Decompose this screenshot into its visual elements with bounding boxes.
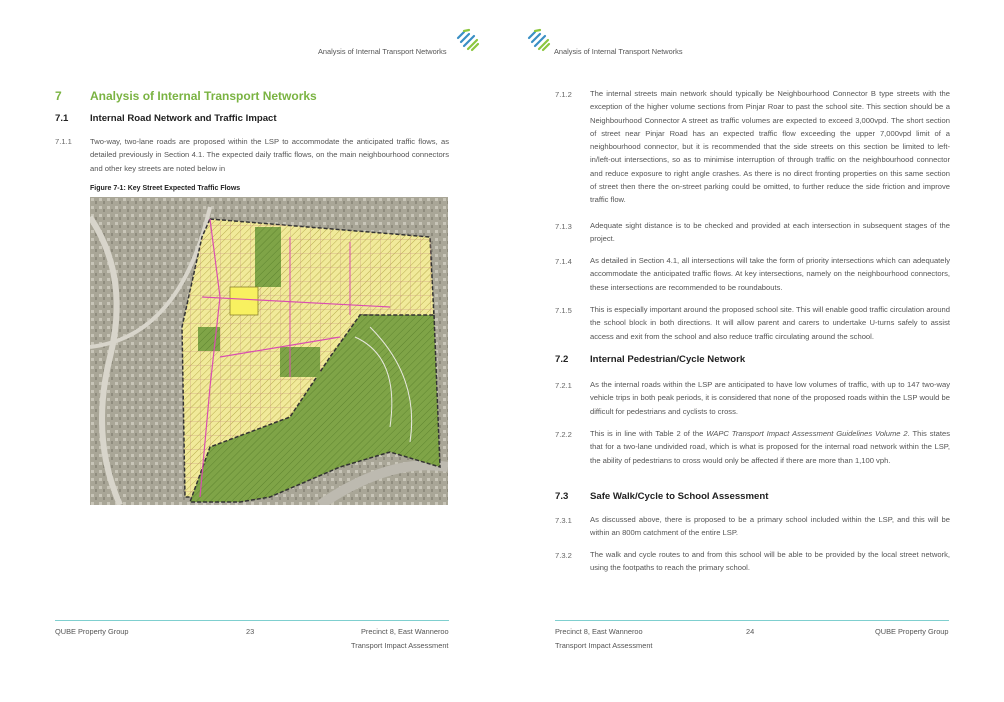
subsection-number: 7.1 <box>55 113 69 124</box>
running-header: Analysis of Internal Transport Networks <box>318 47 447 56</box>
footer-org: QUBE Property Group <box>55 627 129 636</box>
paragraph-number: 7.1.4 <box>555 257 572 266</box>
paragraph-number: 7.3.1 <box>555 516 572 525</box>
running-header: Analysis of Internal Transport Networks <box>554 47 683 56</box>
footer-rule <box>555 620 949 621</box>
footer-doc: Transport Impact Assessment <box>351 641 449 650</box>
subsection-number: 7.2 <box>555 354 569 365</box>
subsection-number: 7.3 <box>555 491 569 502</box>
traffic-flow-map <box>90 197 448 505</box>
paragraph-text: This is especially important around the proposed school site. This will enable good traffic circulation around the school block in both directions. It will allow parent and carers to undertake U-turns safely to assist access and exit from the school and also reduce traffic circulating around the school. <box>590 305 950 341</box>
footer-page-number: 23 <box>246 627 255 636</box>
paragraph-text: Adequate sight distance is to be checked and provided at each intersection in subsequent stages of the project. <box>590 221 950 244</box>
paragraph-number: 7.2.2 <box>555 430 572 439</box>
figure-caption: Figure 7-1: Key Street Expected Traffic Flows <box>90 185 241 192</box>
section-title: Analysis of Internal Transport Networks <box>90 89 317 103</box>
paragraph-text: As discussed above, there is proposed to be a primary school included within the LSP, and this will be within an 800m catchment of the entire LSP. <box>590 515 950 538</box>
page-24 <box>502 0 1004 702</box>
paragraph-text: The internal streets main network should typically be Neighbourhood Connector B type streets with the exception of the higher volume sections from Pinjar Roar to past the school site. This section should be a Neighbourhood Connector A street as traffic volumes are expected to exceed 3,000vpd. The short section of street near Pinjar Road has an expected traffic flow exceeding the upper 7,000vpd limit of a neighbourhood connector, but it is recommended that the side streets on this section be limited to left-in/left-out intersections, so as to minimise interruption of through traffic on the neighbourhood connector and reduce exposure to right angle crashes. As there is no direct fronting properties on this same section of street then there the on-street parking could be omitted, to further reduce the side friction and improve traffic flow. <box>590 89 950 205</box>
subsection-title: Internal Road Network and Traffic Impact <box>90 113 277 124</box>
paragraph-text: Two-way, two-lane roads are proposed within the LSP to accommodate the anticipated traffic flows, as detailed previously in Section 4.1. The expected daily traffic flows, on the main neighbourhood connectors and other key streets are noted below in <box>90 137 449 173</box>
footer-project: Precinct 8, East Wanneroo <box>361 627 449 636</box>
footer-project: Precinct 8, East Wanneroo <box>555 627 643 636</box>
footer-org: QUBE Property Group <box>875 627 949 636</box>
subsection-title: Safe Walk/Cycle to School Assessment <box>590 491 769 502</box>
paragraph-text: The walk and cycle routes to and from this school will be able to be provided by the local street network, using the footpaths to reach the primary school. <box>590 550 950 573</box>
paragraph-number: 7.1.3 <box>555 222 572 231</box>
paragraph-text: As the internal roads within the LSP are anticipated to have low volumes of traffic, with up to 147 two-way vehicle trips in both peak periods, it is considered that none of the proposed roads within the LSP would be difficult for pedestrians and cyclists to cross. <box>590 380 950 416</box>
paragraph-text: As detailed in Section 4.1, all intersections will take the form of priority intersections which can adequately accommodate the anticipated traffic flows. At key intersections, namely on the neighbourhood connectors, these intersections are recommended to be roundabouts. <box>590 256 950 292</box>
footer-doc: Transport Impact Assessment <box>555 641 653 650</box>
paragraph-number: 7.2.1 <box>555 381 572 390</box>
footer-page-number: 24 <box>746 627 755 636</box>
paragraph-number: 7.3.2 <box>555 551 572 560</box>
paragraph-number: 7.1.5 <box>555 306 572 315</box>
qube-logo-icon <box>526 28 552 52</box>
qube-logo-icon <box>455 28 481 52</box>
text-run: This is in line with Table 2 of the <box>590 429 707 438</box>
paragraph-number: 7.1.1 <box>55 137 72 146</box>
section-number: 7 <box>55 89 62 103</box>
footer-rule <box>55 620 449 621</box>
guideline-title: WAPC Transport Impact Assessment Guidelines Volume 2 <box>706 429 908 438</box>
subsection-title: Internal Pedestrian/Cycle Network <box>590 354 746 365</box>
text-run: . This states that for a two-lane undivided road, which is what is proposed for the internal road network within the LSP, the ability of pedestrians to cross would only be affected if there are more than 1,100 vph. <box>590 429 950 465</box>
paragraph-number: 7.1.2 <box>555 90 572 99</box>
paragraph-text <box>590 427 950 467</box>
